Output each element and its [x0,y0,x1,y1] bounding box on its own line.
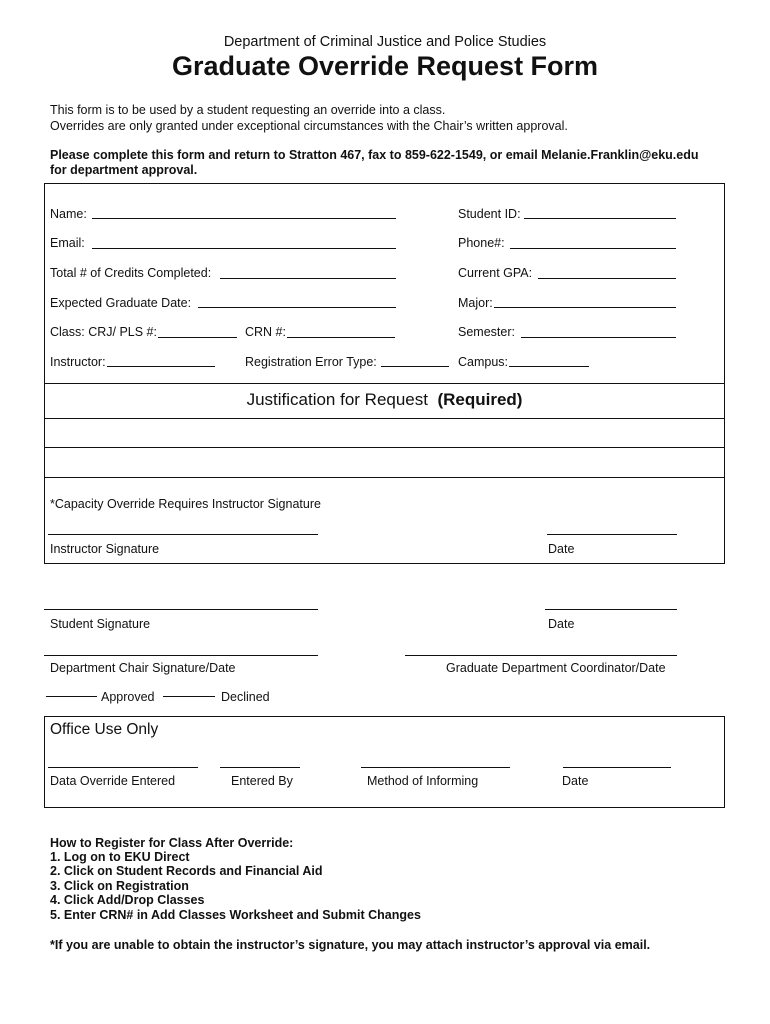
howto-footnote: *If you are unable to obtain the instructor’s signature, you may attach instructor’s approval via email. [50,938,651,952]
approved-label: Approved [101,690,155,704]
howto-step: 1. Log on to EKU Direct [50,850,190,864]
gpa-label: Current GPA: [458,266,533,280]
name-input[interactable] [92,218,396,219]
declined-label: Declined [221,690,270,704]
coordinator-signature-line[interactable] [405,655,677,656]
method-label: Method of Informing [367,774,479,788]
email-label: Email: [50,236,85,250]
credits-label: Total # of Credits Completed: [50,266,212,280]
credits-input[interactable] [220,278,396,279]
howto-step: 4. Click Add/Drop Classes [50,893,205,907]
student-signature-label: Student Signature [50,617,151,631]
howto-step: 5. Enter CRN# in Add Classes Worksheet and Submit Changes [50,908,421,922]
class-input[interactable] [158,337,237,338]
intro-line-1: This form is to be used by a student requesting an override into a class. [50,103,446,117]
campus-label: Campus: [458,355,509,369]
instructor-date-line[interactable] [547,534,677,535]
howto-step: 2. Click on Student Records and Financial Aid [50,864,323,878]
grad-date-label: Expected Graduate Date: [50,296,192,310]
campus-input[interactable] [509,366,589,367]
registration-error-input[interactable] [381,366,449,367]
entered-by-line[interactable] [220,767,300,768]
instructor-signature-label: Instructor Signature [50,542,160,556]
coordinator-signature-label: Graduate Department Coordinator/Date [446,661,666,675]
justification-line-2[interactable] [45,448,724,476]
instructor-label: Instructor: [50,355,106,369]
department-name: Department of Criminal Justice and Police Studies [223,34,547,50]
phone-input[interactable] [510,248,676,249]
student-date-label: Date [548,617,575,631]
student-date-line[interactable] [545,609,677,610]
justification-required: (Required) [437,390,523,409]
instructions-line-2: for department approval. [50,163,198,177]
declined-mark-line[interactable] [163,696,215,697]
instructor-signature-line[interactable] [48,534,318,535]
crn-input[interactable] [287,337,395,338]
justification-line-1[interactable] [45,419,724,447]
grad-date-input[interactable] [198,307,396,308]
entered-by-label: Entered By [231,774,293,788]
major-input[interactable] [494,307,676,308]
student-id-input[interactable] [524,218,676,219]
crn-label: CRN #: [245,325,286,339]
email-input[interactable] [92,248,396,249]
instructions-line-1: Please complete this form and return to Stratton 467, fax to 859-622-1549, or email Melanie.Franklin@eku.edu [50,148,699,162]
approved-mark-line[interactable] [46,696,97,697]
office-date-label: Date [562,774,589,788]
justification-top-divider [44,383,725,384]
class-label: Class: CRJ/ PLS #: [50,325,157,339]
phone-label: Phone#: [458,236,505,250]
chair-signature-line[interactable] [44,655,318,656]
student-signature-line[interactable] [44,609,318,610]
method-line[interactable] [361,767,510,768]
instructor-date-label: Date [548,542,575,556]
justification-row-divider-2 [44,477,725,478]
semester-label: Semester: [458,325,515,339]
data-override-label: Data Override Entered [50,774,176,788]
justification-title-text: Justification for Request [246,390,428,409]
data-override-line[interactable] [48,767,198,768]
instructor-input[interactable] [107,366,215,367]
office-use-title: Office Use Only [50,721,159,738]
howto-title: How to Register for Class After Override: [50,836,294,850]
student-id-label: Student ID: [458,207,521,221]
intro-line-2: Overrides are only granted under exceptional circumstances with the Chair’s written approval. [50,119,568,133]
semester-input[interactable] [521,337,676,338]
chair-signature-label: Department Chair Signature/Date [50,661,236,675]
major-label: Major: [458,296,493,310]
justification-title [44,390,725,410]
office-date-line[interactable] [563,767,671,768]
capacity-note: *Capacity Override Requires Instructor Signature [50,497,321,511]
name-label: Name: [50,207,87,221]
gpa-input[interactable] [538,278,676,279]
page-title: Graduate Override Request Form [171,51,599,81]
howto-step: 3. Click on Registration [50,879,189,893]
registration-error-label: Registration Error Type: [245,355,377,369]
